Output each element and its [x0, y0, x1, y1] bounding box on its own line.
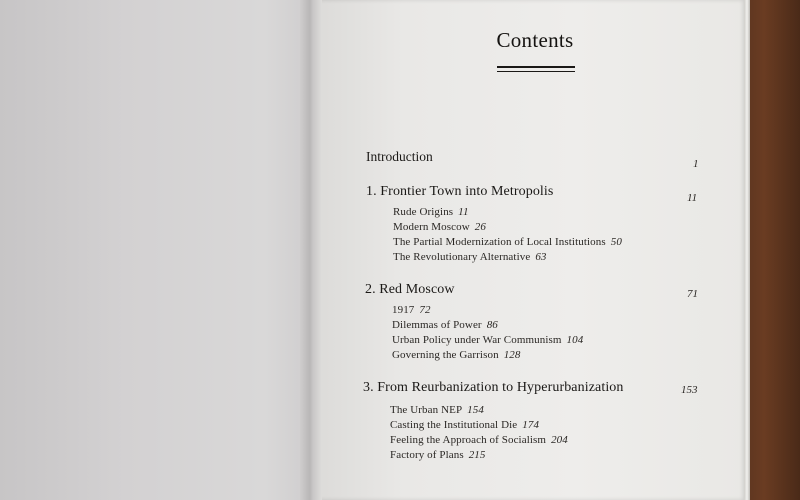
page-edge: [744, 0, 750, 500]
toc-introduction-page: 1: [693, 158, 699, 170]
toc-section: The Revolutionary Alternative 63: [393, 251, 547, 263]
toc-section: 1917 72: [392, 304, 431, 316]
toc-section: Dilemmas of Power 86: [392, 319, 498, 331]
toc-section: The Partial Modernization of Local Institutions 50: [393, 236, 622, 248]
toc-chapter-3-page: 153: [681, 384, 698, 396]
toc-section: Governing the Garrison 128: [392, 349, 521, 361]
page-title: Contents: [496, 28, 574, 52]
toc-section: Urban Policy under War Communism 104: [392, 334, 584, 346]
title-rule: [497, 66, 575, 68]
toc-section: The Urban NEP 154: [390, 404, 484, 416]
toc-chapter-3: 3. From Reurbanization to Hyperurbanization: [363, 380, 624, 395]
toc-chapter-2-page: 71: [687, 288, 698, 300]
toc-chapter-1-page: 11: [687, 192, 698, 204]
toc-introduction: Introduction: [366, 149, 433, 164]
book-gutter: [300, 0, 322, 500]
toc-chapter-1: 1. Frontier Town into Metropolis: [366, 184, 554, 199]
toc-chapter-2: 2. Red Moscow: [365, 282, 455, 297]
title-rule-thin: [497, 71, 575, 72]
toc-section: Casting the Institutional Die 174: [390, 419, 540, 431]
toc-section: Factory of Plans 215: [390, 449, 486, 461]
toc-section: Modern Moscow 26: [393, 221, 486, 233]
toc-section: Rude Origins 11: [393, 206, 469, 218]
toc-section: Feeling the Approach of Socialism 204: [390, 434, 568, 446]
left-page: [0, 0, 312, 500]
